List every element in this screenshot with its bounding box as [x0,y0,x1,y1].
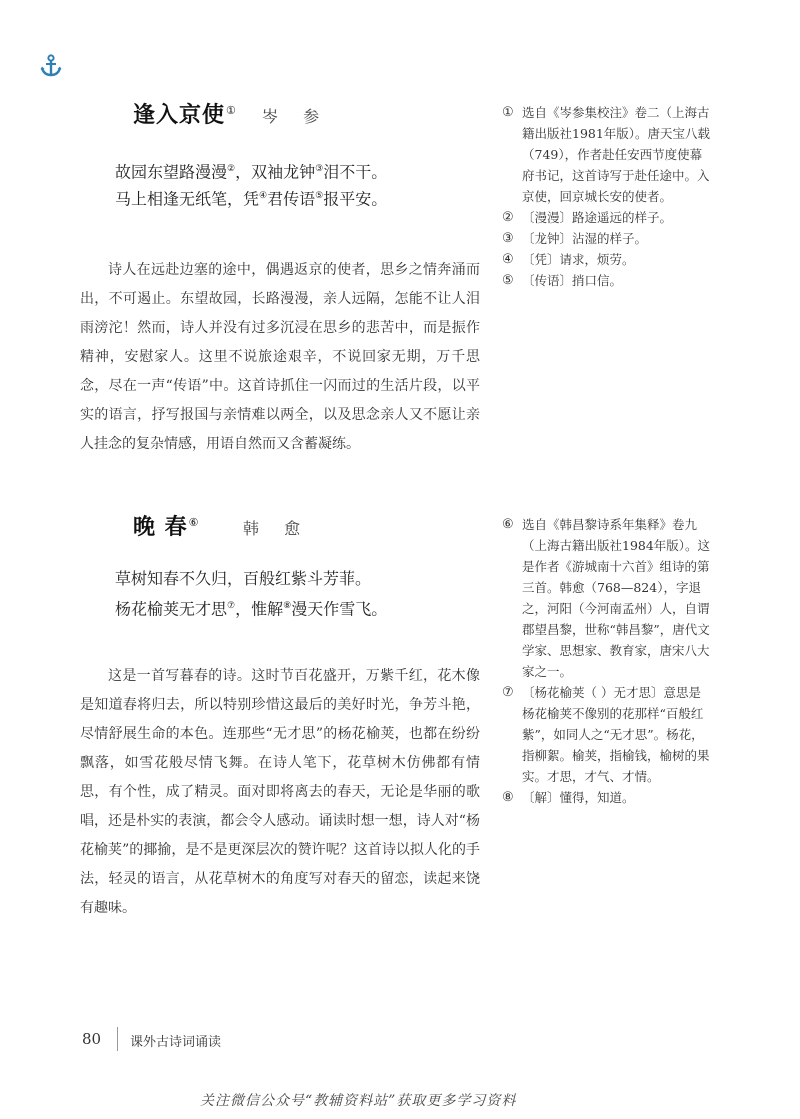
footnote-5: ⑤ 〔传语〕捎口信。 [502,273,623,288]
footnote-3: ③ 〔龙钟〕沾湿的样子。 [502,231,648,246]
poem2-verse-line-1: 草树知春不久归，百般红紫斗芳菲。 [115,569,372,588]
poem2-commentary: 这是一首写暮春的诗。这时节百花盛开，万紫千红，花木像是知道春将归去，所以特别珍惜这最后的美好时光，争芳斗艳，尽情舒展生命的本色。连那些“无才思”的杨花榆荚，也都在纷纷飘落，如雪花般尽情飞舞。在诗人笔下，花草树木仿佛都有情思，有个性，成了精灵。面对即将离去的春天，无论是华丽的歌唱，还是朴实的表演，都会令人感动。诵读时想一想，诗人对“杨花榆荚”的揶揄，是不是更深层次的赞许呢？这首诗以拟人化的手法，轻灵的语言，从花草树木的角度写对春天的留恋，读起来饶有趣味。 [80,668,480,916]
footer-section-title: 课外古诗词诵读 [130,1035,222,1050]
poem1-footnotes [502,102,712,291]
poem1-title-footnote-mark: ① [226,103,237,117]
poem2-title: 晚 春⑥ [133,514,200,540]
footnote-7: ⑦ 〔杨花榆荚（ ）无才思〕意思是杨花榆荚不像别的花那样“百般红紫”，如同人之“无才思”。杨花，指柳絮。榆荚，指榆钱，榆树的果实。才思，才气、才情。 [502,685,710,784]
poem1-commentary: 诗人在远赴边塞的途中，偶遇返京的使者，思乡之情奔涌而出，不可遏止。东望故园，长路漫漫，亲人远隔，怎能不让人泪雨滂沱！然而，诗人并没有过多沉浸在思乡的悲苦中，而是振作精神，安慰家人。这里不说旅途艰辛，不说回家无期，万千思念，尽在一声“传语”中。这首诗抓住一闪而过的生活片段，以平实的语言，抒写报国与亲情难以两全，以及思念亲人又不愿让亲人挂念的复杂情感，用语自然而又含蓄凝练。 [80,262,480,452]
footnote-6: ⑥ 选自《韩昌黎诗系年集释》卷九（上海古籍出版社1984年版）。这是作者《游城南十六首》组诗的第三首。韩愈（768—824），字退之，河阳（今河南孟州）人，自谓郡望昌黎，世称“韩昌黎”，唐代文学家、思想家、教育家，唐宋八大家之一。 [502,517,711,679]
footnote-1: ① 选自《岑参集校注》卷二（上海古籍出版社1981年版）。唐天宝八载（749），作者赴任安西节度使幕府书记，这首诗写于赴任途中。入京使，回京城长安的使者。 [502,105,711,204]
poem2-verse-line-2: 杨花榆荚无才思⑦，惟解⑧漫天作雪飞。 [115,599,388,619]
footer-divider [117,1027,118,1051]
poem2-footnotes [502,514,712,808]
poem1-verse-line-1: 故园东望路漫漫②，双袖龙钟③泪不干。 [115,162,388,182]
footnote-2: ② 〔漫漫〕路途遥远的样子。 [502,210,673,225]
footnote-4: ④ 〔凭〕请求，烦劳。 [502,252,635,267]
poem2-title-footnote-mark: ⑥ [188,515,200,529]
poem2-author: 韩 愈 [243,519,311,538]
page-number: 80 [82,1030,102,1048]
poem1-title: 逢入京使① [133,102,237,128]
poem1-verse-line-2: 马上相逢无纸笔，凭④君传语⑤报平安。 [115,189,388,209]
footnote-8: ⑧ 〔解〕懂得，知道。 [502,790,635,805]
watermark-text: 关注微信公众号“教辅资料站”获取更多学习资料 [200,1093,517,1109]
anchor-icon [38,52,64,78]
poem1-author: 岑 参 [262,107,330,126]
